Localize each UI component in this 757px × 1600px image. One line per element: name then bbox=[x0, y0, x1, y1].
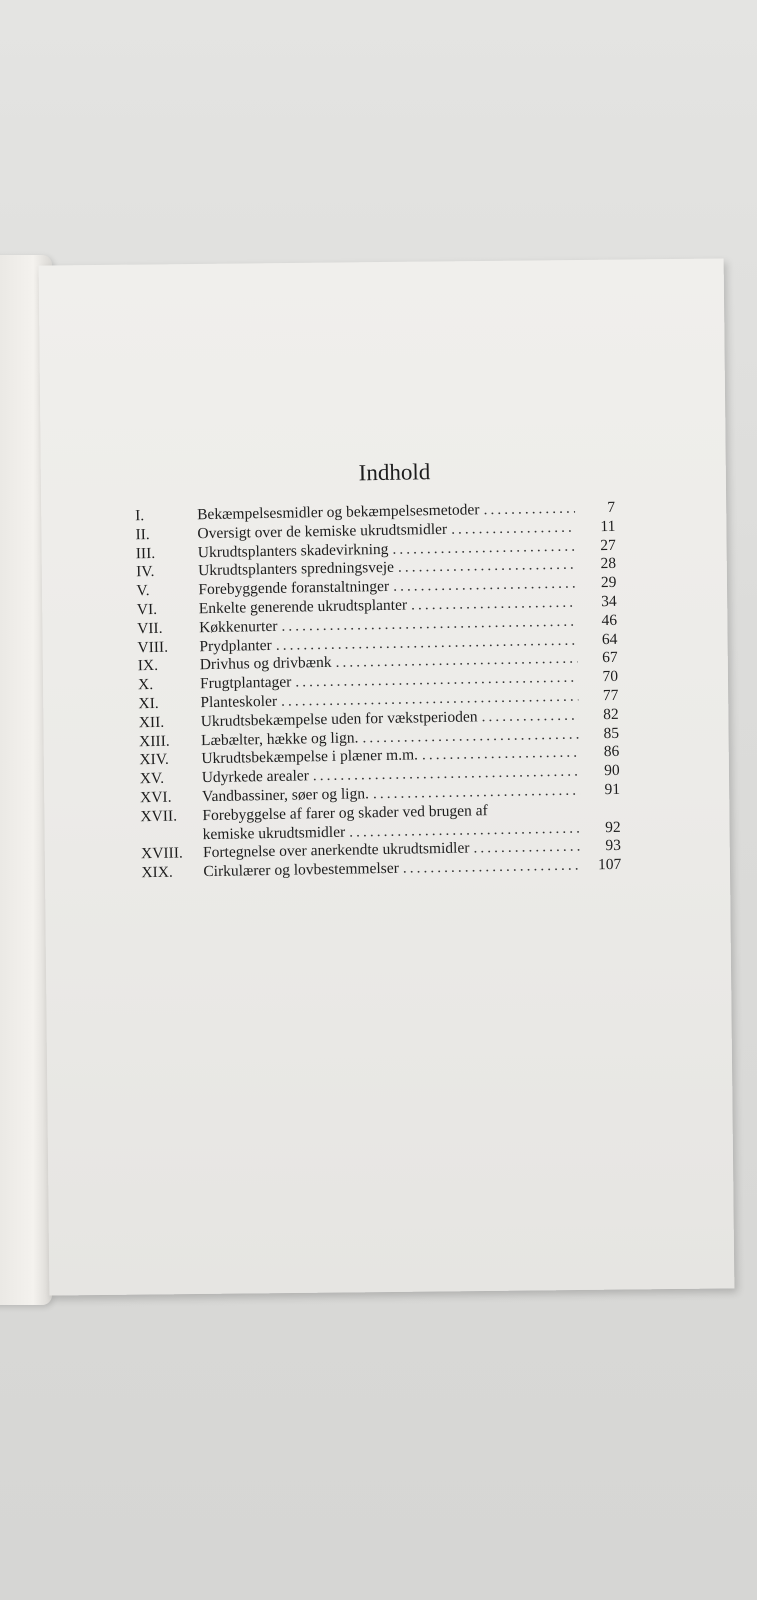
dot-leader bbox=[492, 800, 581, 820]
page-number: 93 bbox=[605, 837, 622, 855]
page-number: 64 bbox=[601, 630, 618, 648]
page-number: 27 bbox=[600, 536, 616, 554]
chapter-number: VI. bbox=[136, 600, 158, 619]
chapter-number: VII. bbox=[136, 619, 163, 638]
page-number: 77 bbox=[602, 686, 619, 705]
chapter-number: XI. bbox=[138, 694, 159, 713]
page-number: 90 bbox=[604, 762, 620, 780]
chapter-number: XII. bbox=[138, 713, 165, 732]
page-number: 46 bbox=[601, 611, 618, 629]
book-page bbox=[39, 258, 735, 1295]
dot-leader bbox=[473, 838, 581, 859]
chapter-title: Cirkulærer og lovbestemmelser bbox=[203, 859, 399, 881]
chapter-number: XIII. bbox=[138, 732, 170, 750]
chapter-number: XV. bbox=[139, 769, 165, 788]
page-number: 92 bbox=[605, 818, 621, 836]
chapter-title: Vandbassiner, søer og lign. bbox=[201, 785, 370, 806]
chapter-number: X. bbox=[137, 676, 154, 694]
page-number: 34 bbox=[601, 592, 617, 611]
chapter-title: Oversigt over de kemiske ukrudtsmidler bbox=[197, 520, 448, 543]
chapter-number: XIV. bbox=[139, 751, 169, 769]
page-number: 85 bbox=[603, 724, 620, 742]
dot-leader bbox=[483, 500, 575, 520]
page-number: 91 bbox=[604, 780, 621, 799]
chapter-number: III. bbox=[135, 544, 156, 562]
chapter-title: Ukrudtsbekæmpelse uden for vækstperioden bbox=[200, 708, 478, 730]
chapter-number bbox=[141, 839, 203, 840]
chapter-title: Ukrudtsbekæmpelse i plæner m.m. bbox=[201, 746, 419, 768]
chapter-number: IV. bbox=[135, 563, 155, 581]
page-title: Indhold bbox=[358, 459, 431, 486]
page-number: 86 bbox=[603, 743, 620, 761]
chapter-number: II. bbox=[135, 525, 150, 544]
chapter-title: Bekæmpelsesmidler og bekæmpelsesmetoder bbox=[196, 501, 480, 524]
chapter-title: Udyrkede arealer bbox=[201, 767, 310, 787]
page-number: 11 bbox=[600, 517, 616, 535]
table-of-contents bbox=[134, 456, 621, 883]
dot-leader bbox=[481, 706, 579, 726]
chapter-title: Ukrudtsplanters spredningsveje bbox=[197, 559, 395, 580]
chapter-number: VIII. bbox=[137, 638, 169, 656]
chapter-title: Enkelte generende ukrudtsplanter bbox=[198, 596, 408, 618]
chapter-title: Ukrudtsplanters skadevirkning bbox=[197, 540, 389, 561]
chapter-title: Prydplanter bbox=[199, 636, 272, 655]
page-number: 70 bbox=[602, 668, 619, 686]
chapter-title: Forebyggelse af farer og skader ved brugen af bbox=[202, 801, 488, 824]
chapter-title: Drivhus og drivbænk bbox=[199, 654, 332, 674]
chapter-title: Læbælter, hække og lign. bbox=[200, 728, 359, 749]
chapter-title: Forebyggende foranstaltninger bbox=[198, 578, 390, 599]
chapter-number: XVII. bbox=[140, 807, 178, 825]
chapter-number: XVI. bbox=[139, 788, 172, 807]
page-number: 28 bbox=[600, 555, 617, 573]
chapter-number: V. bbox=[136, 582, 150, 600]
chapter-title: Frugtplantager bbox=[199, 673, 292, 693]
page-number: 82 bbox=[603, 705, 619, 723]
chapter-number: IX. bbox=[137, 657, 159, 675]
chapter-title: Køkkenurter bbox=[198, 617, 278, 636]
dot-leader bbox=[403, 857, 582, 879]
chapter-title: Fortegnelse over anerkendte ukrudtsmidler bbox=[202, 839, 470, 862]
page-number: 67 bbox=[602, 649, 618, 667]
page-number: 29 bbox=[600, 574, 617, 592]
chapter-number: XVIII. bbox=[140, 844, 183, 863]
page-number: 107 bbox=[597, 856, 622, 874]
chapter-number: I. bbox=[135, 507, 145, 525]
chapter-number: XIX. bbox=[141, 863, 173, 882]
dot-leader bbox=[451, 518, 576, 539]
page-number bbox=[580, 813, 620, 814]
chapter-title: kemiske ukrudtsmidler bbox=[202, 823, 346, 843]
page-number: 7 bbox=[607, 498, 616, 517]
chapter-title: Planteskoler bbox=[200, 692, 278, 712]
